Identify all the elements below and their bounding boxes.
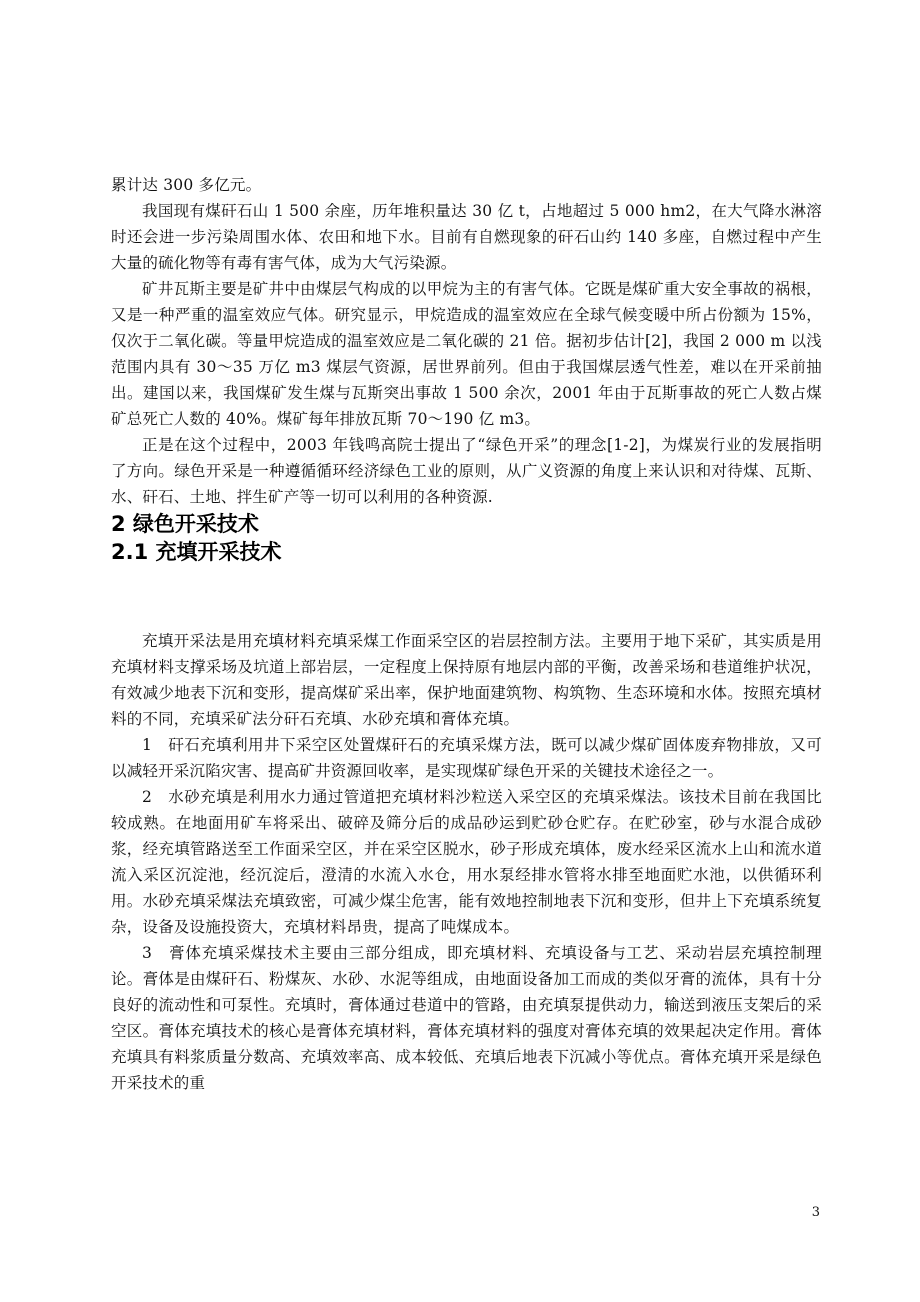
paragraph-gangue-filling: 1 矸石充填利用井下采空区处置煤矸石的充填采煤方法，既可以减少煤矿固体废弃物排放，又可以减轻开采沉陷灾害、提高矿井资源回收率，是实现煤矿绿色开采的关键技术途径之一。 xyxy=(111,736,822,780)
paragraph-filling-overview: 充填开采法是用充填材料充填采煤工作面采空区的岩层控制方法。主要用于地下采矿，其实质是用充填材料支撑采场及坑道上部岩层，一定程度上保持原有地层内部的平衡，改善采场和巷道维护状况，有效减少地表下沉和变形，提高煤矿采出率，保护地面建筑物、构筑物、生态环境和水体。按照充填材料的不同，充填采矿法分矸石充填、水砂充填和膏体充填。 xyxy=(111,632,822,728)
paragraph-coal-gangue: 我国现有煤矸石山 1 500 余座，历年堆积量达 30 亿 t，占地超过 5 000 hm2，在大气降水淋溶时还会进一步污染周围水体、农田和地下水。目前有自燃现象的矸石山约 140 多座，自燃过程中产生大量的硫化物等有毒有害气体，成为大气污染源。 xyxy=(111,202,822,272)
spacer xyxy=(111,566,822,628)
paragraph-mine-gas: 矿井瓦斯主要是矿井中由煤层气构成的以甲烷为主的有害气体。它既是煤矿重大安全事故的祸根，又是一种严重的温室效应气体。研究显示，甲烷造成的温室效应在全球气候变暖中所占份额为 15%，仅次于二氧化碳。等量甲烷造成的温室效应是二氧化碳的 21 倍。据初步估计[2]，我国 2 000 m 以浅范围内具有 30～35 万亿 m3 煤层气资源，居世界前列。但由于我国煤层透气性差，难以在开采前抽出。建国以来，我国煤矿发生煤与瓦斯突出事故 1 500 余次，2001 年由于瓦斯事故的死亡人数占煤矿总死亡人数的 40%。煤矿每年排放瓦斯 70～190 亿 m3。 xyxy=(111,280,822,428)
section-heading: 2 绿色开采技术 xyxy=(111,512,259,536)
paragraph-paste-filling: 3 膏体充填采煤技术主要由三部分组成，即充填材料、充填设备与工艺、采动岩层充填控制理论。膏体是由煤矸石、粉煤灰、水砂、水泥等组成，由地面设备加工而成的类似牙膏的流体，具有十分良好的流动性和可泵性。充填时，膏体通过巷道中的管路，由充填泵提供动力，输送到液压支架后的采空区。膏体充填技术的核心是膏体充填材料，膏体充填材料的强度对膏体充填的效果起决定作用。膏体充填具有料浆质量分数高、充填效率高、成本较低、充填后地表下沉减小等优点。膏体充填开采是绿色开采技术的重 xyxy=(111,944,822,1092)
document-body xyxy=(111,172,822,1096)
paragraph-green-mining-concept: 正是在这个过程中，2003 年钱鸣高院士提出了“绿色开采”的理念[1-2]，为煤炭行业的发展指明了方向。绿色开采是一种遵循循环经济绿色工业的原则，从广义资源的角度上来认识和对待煤、瓦斯、水、矸石、土地、拌生矿产等一切可以利用的各种资源. xyxy=(111,436,822,506)
paragraph-water-sand-filling: 2 水砂充填是利用水力通过管道把充填材料沙粒送入采空区的充填采煤法。该技术目前在我国比较成熟。在地面用矿车将采出、破碎及筛分后的成品砂运到贮砂仓贮存。在贮砂室，砂与水混合成砂浆，经充填管路送至工作面采空区，并在采空区脱水，砂子形成充填体，废水经采区流水上山和流水道流入采区沉淀池，经沉淀后，澄清的水流入水仓，用水泵经排水管将水排至地面贮水池，以供循环利用。水砂充填采煤法充填致密，可减少煤尘危害，能有效地控制地表下沉和变形，但井上下充填系统复杂，设备及设施投资大，充填材料昂贵，提高了吨煤成本。 xyxy=(111,788,822,936)
subsection-heading: 2.1 充填开采技术 xyxy=(111,540,282,564)
continuation-paragraph: 累计达 300 多亿元。 xyxy=(111,176,262,194)
page-number: 3 xyxy=(811,1205,820,1220)
